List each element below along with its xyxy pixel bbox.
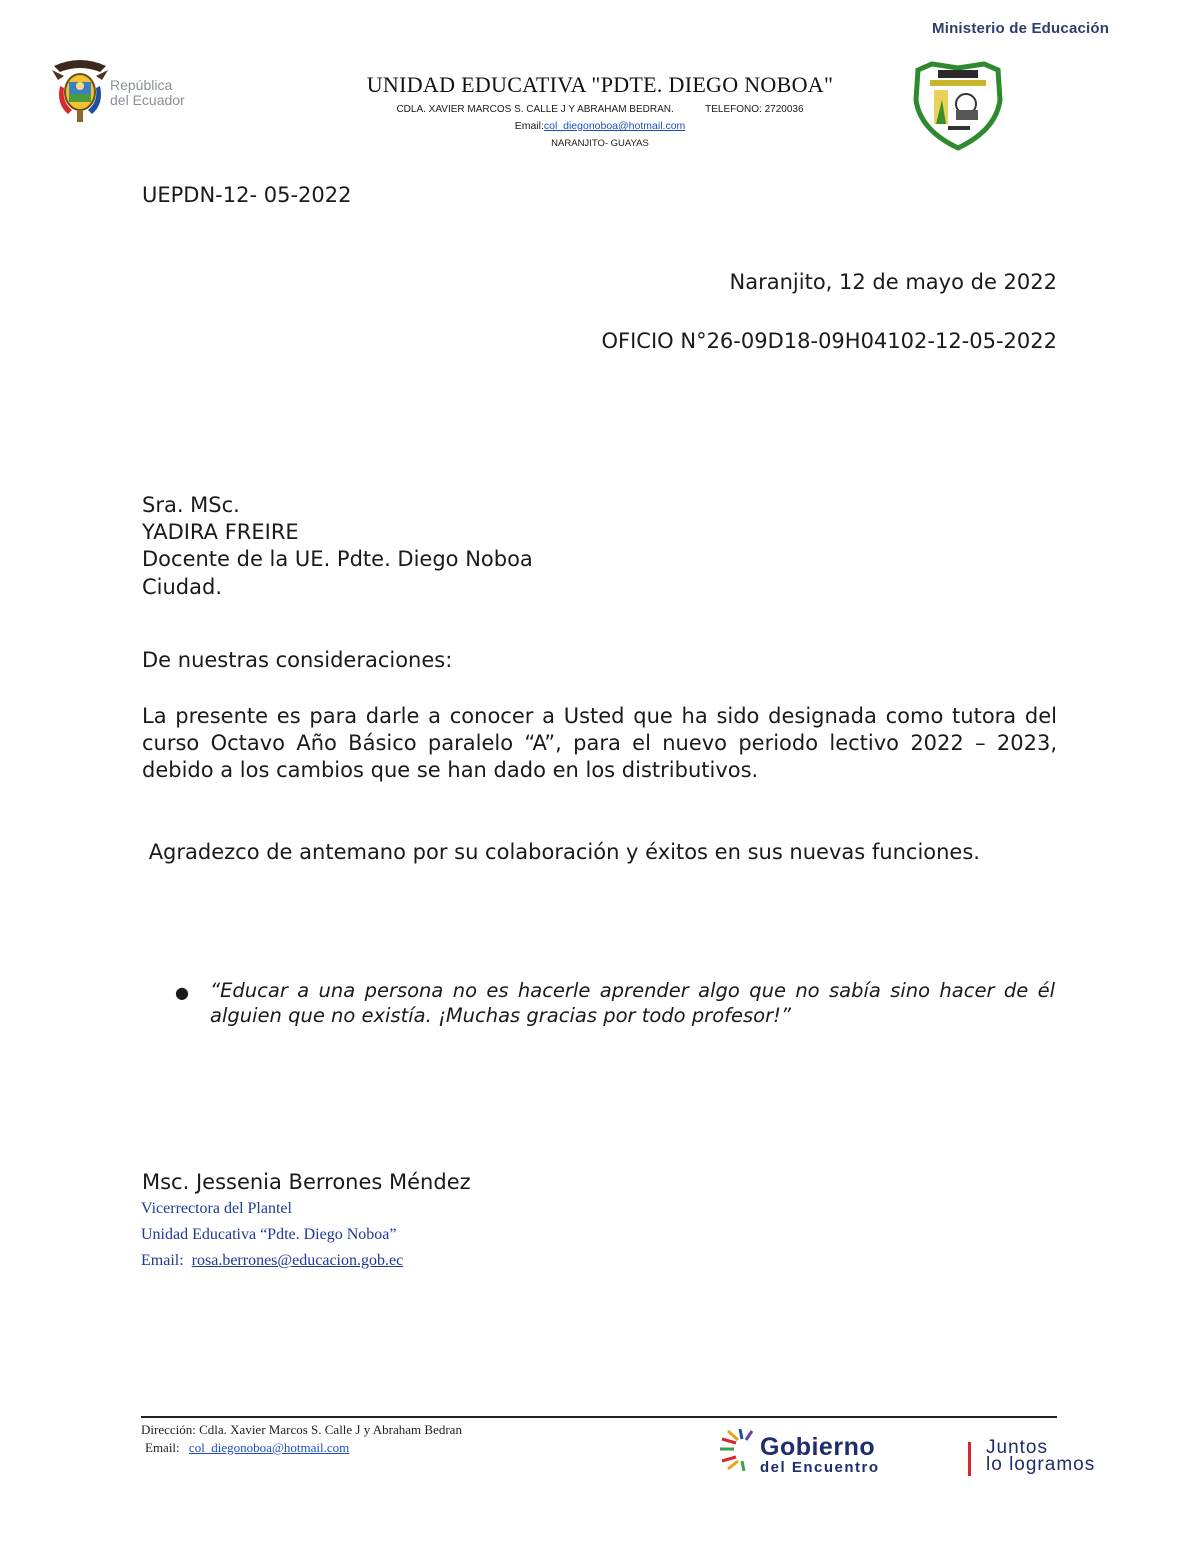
letter-date: Naranjito, 12 de mayo de 2022 (729, 270, 1057, 294)
reference-code: UEPDN-12- 05-2022 (142, 183, 352, 207)
logo-separator (968, 1442, 971, 1476)
footer-address: Dirección: Cdla. Xavier Marcos S. Calle J y Abraham Bedran (141, 1422, 462, 1437)
gobierno-del-encuentro-logo (718, 1425, 1163, 1485)
republica-text-line-1: República (110, 77, 173, 93)
footer-email-line (145, 1440, 349, 1456)
gobierno-text: Gobierno (760, 1433, 876, 1461)
signer-role: Vicerrectora del Plantel (141, 1200, 292, 1217)
body-paragraph-1: La presente es para darle a conocer a Usted que ha sido designada como tutora del curso Octavo Año Básico paralelo “A”, para el nuevo periodo lectivo 2022 – 2023, debido a los cambios que se han dado en los distributivos. (142, 704, 1057, 782)
body-paragraph-1-container (142, 703, 1057, 784)
republica-text-line-2: del Ecuador (110, 92, 185, 108)
signer-email-line (141, 1252, 403, 1270)
recipient-name: YADIRA FREIRE (142, 520, 299, 544)
closing-quote: “Educar a una persona no es hacerle aprender algo que no sabía sino hacer de él alguien que no existía. ¡Muchas gracias por todo profesor!” (210, 979, 1055, 1027)
recipient-position: Docente de la UE. Pdte. Diego Noboa (142, 547, 533, 571)
school-crest-icon (910, 60, 1006, 152)
recipient-city: Ciudad. (142, 575, 223, 599)
school-address-line (0, 104, 1200, 115)
recipient-title: Sra. MSc. (142, 493, 240, 517)
slogan-line-2: lo logramos (986, 1454, 1096, 1475)
school-address: CDLA. XAVIER MARCOS S. CALLE J Y ABRAHAM BEDRAN. (396, 104, 674, 115)
school-email-line (0, 120, 1200, 132)
footer-email-link[interactable]: col_diegonoboa@hotmail.com (188, 1440, 350, 1455)
ministerio-heading: Ministerio de Educación (932, 20, 1110, 37)
signer-email-label: Email: (141, 1252, 184, 1269)
school-email-label: Email: (514, 120, 544, 132)
school-crest-logo (910, 60, 1006, 152)
del-encuentro-text: del Encuentro (760, 1459, 880, 1476)
signer-name: Msc. Jessenia Berrones Méndez (142, 1170, 471, 1194)
greeting: De nuestras consideraciones: (142, 648, 453, 672)
bullet-icon: ● (175, 983, 189, 1002)
body-paragraph-2: Agradezco de antemano por su colaboración y éxitos en sus nuevas funciones. (142, 840, 980, 864)
school-phone: TELEFONO: 2720036 (705, 104, 804, 115)
school-title: UNIDAD EDUCATIVA "PDTE. DIEGO NOBOA" (366, 72, 834, 97)
footer-email-label: Email: (145, 1440, 180, 1455)
signer-institution: Unidad Educativa “Pdte. Diego Noboa” (141, 1226, 397, 1243)
school-email-link[interactable]: col_diegonoboa@hotmail.com (543, 120, 686, 132)
oficio-number: OFICIO N°26-09D18-09H04102-12-05-2022 (601, 329, 1057, 353)
slogan-line-1: Juntos (986, 1437, 1048, 1458)
gobierno-rays-icon (718, 1427, 760, 1475)
school-city: NARANJITO- GUAYAS (551, 138, 649, 149)
body-paragraph-2-container (142, 839, 1057, 866)
signer-email-link[interactable]: rosa.berrones@educacion.gob.ec (191, 1252, 404, 1269)
footer-divider (141, 1416, 1057, 1418)
